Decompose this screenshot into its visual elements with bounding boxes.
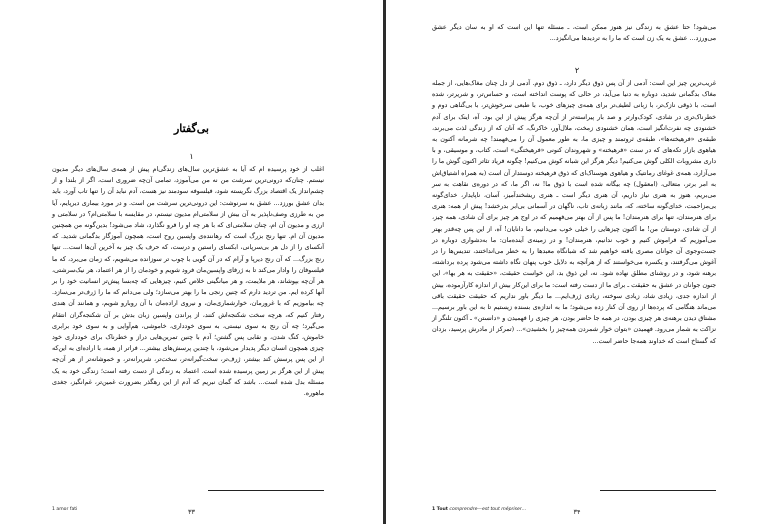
right-page: [386, 0, 768, 524]
chapter-title: بی‌گفتار: [173, 122, 209, 135]
footnote-rule: [208, 490, 324, 491]
footnote-rule: [600, 490, 716, 491]
section-number: ۱: [189, 152, 194, 161]
left-page: [0, 0, 383, 524]
page-number: ۳۴: [573, 508, 581, 516]
footnote: 1 amor fati: [52, 507, 78, 512]
left-body-text: اغلب از خود پرسیده ام که آیا به عشق‌ترین سال‌های زندگی‌ام پیش از همه‌ی سال‌های دیگر مدیون نیستم. چنان‌که درونی‌ترین سرشت من نه من می‌آموزد، تمامی آن‌چه ضروری است، اگر از بلندا و از چشم‌انداز یک اقتصاد بزرگ نگریسته شود، فیلسوفه سودمند نیز هست، آدم نباید آن را تنها تاب آورد، باید بدان عشق بورزد... عشق به سرنوشت: این درونی‌ترین سرشت من است. و در مورد بیماری دیرپایم، آیا من به طرزی وصف‌ناپذیر به آن بیش از سلامتی‌ام مدیون نیستم، در مقایسه با سلامتی‌ام؟ در سلامتی و ارزی و مدیون آن ام، چنان سلامتی‌ای که با هر چه او را فرو نگذارد، شاد می‌شود! بدین‌گونه من همچنین مدیون آن ام. تنها رنج بزرگ است که رهاننده‌ی واپسین روح است، همچون آموزگار بدگمانی شدید. که آنکسای را از دل هر بی‌سرپانی، ابکسای راستین و درست، که حرف یک چیز به آخرین آن‌ها است... تنها رنج بزرگ... که آن رنج دیرپا و آرام که در آن گویی با چوب تر سوزانده می‌شویم، که زمان می‌برد، که ما فیلسوفان را وادار می‌کند تا به ژرفای واپسین‌مان فرود شویم و خودمان را از هر اعتماد، هر نیک‌سرشتی، هر آن‌چه بپوشاند، هر ملایمت، و هر میانگینی خلاص کنیم، چیزهایی که چه‌بسا پیش‌تر انسانیت خود را بر آنها کرده ایم. من تردید دارم که چنین رنجی ما را بهتر می‌سازد؛ ولی می‌دانم که ما را ژرف‌تر می‌سازد. چه بیاموزیم که با غرورمان، خوارشماری‌مان، و نیروی اراده‌مان با آن روبارو شویم، و همانند آن هندی رفتار کنیم که، هرچه سخت شکنجه‌اش کنند، از پراندن واپسین زبان بدش بر آن شکنجه‌گران انتقام می‌گیرد؛ چه آن رنج به سوی نیستی، به سوی خودداری، خاموشی، هم‌آوایی و به سوی خود برابری خاموش، کنگ شدن، و نقابی پس گشتن؛ آدم با چنین تمرین‌هایی دراز و خطرناک برای خودداری خود چیزی همچون انسان دیگر پدیدار می‌شود، با چندین پرسش‌های بیشتر... فراتر از همه، با اراده‌ای به این‌که از این پس پرسش کند بیشتر، ژرف‌تر، سخت‌گیرانه‌تر، سخت‌تر، شریرانه‌تر، و خموشانه‌تر از هر آن‌چه پیش از این هرگز بر زمین پرسیده شده است. اعتماد به زندگی از دست رفته است؛ زندگی خود به یک مسئله بدل شده است... باشد که گمان نبریم که آدم از این رهگذر بضرورت غمین‌تر، غم‌انگیز، جغدی ماهوره.: [52, 166, 324, 398]
right-body-text: غریب‌ترین چیز این است: آدمی از آن پس ذوق دیگر دارد، ـ ذوق دوم. آدمی از دل چنان مغاک‌هایی، از جمله مغاک بدگمانی شدید، دوباره به دنیا می‌آید، در حالی که پوست انداخته است، و حساس‌تر، و شریرتر، شده است، با ذوقی نازک‌تر، با زبانی لطیف‌تر برای همه‌ی چیزهای خوب، با طبعی سرخوش‌تر، با بی‌گناهی دوم و خطرناک‌تری در شادی، کودک‌وارتر و صد بار پیراسته‌تر از آن‌چه هرگز پیش از این بود. آه، اینک برای آدم خشنودی چه نفرت‌انگیز است، همان خشنودی زمخت، ملال‌آور، خاکرنگ، که آنان که از زندگی لذت می‌برند، طبقه‌ی «فرهیخته‌ها»، طبقه‌ی ثروتمند و چیزی ما، به طور معمول آن را می‌فهمند! چه شرمانه آکنون به هیاهوی بازار تکه‌های که در سنت «فرهیخته» و شهروندان کنونی «فرهیختگی» است، کتاب، و موسیقی، و با داری مشروبات الکلی گوش می‌کنیم! دیگر هرگز این شبانه کوش می‌کنیم! چگونه فریاد تئاتر اکنون گوش ما را می‌آزارد، همه‌ی غوغای رمانتیک و هیاهوی هوسناک‌ای که ذوق فرهیخته دوستدار آن است (به همراه اشتیاق‌اش به امر برتر، متعالی، (امعقول) چه بیگانه شده است با ذوق ما! نه، اگر ما، که در دوره‌ی نقاهت به سر می‌بریم، هنوز به هنری نیاز داریم، آن هنری دیگر است ـ هنری ریشخندآمیز، آسان، ناپایدار، خدای‌گونه بی‌مزاحمت، خدای‌گونه ساخته، که، مانند زبانه‌ی تاب، ناگهان در آسمانی بی‌ابر بدرخشد! پیش از همه: هنری برای هنرمندان، تنها برای هنرمندان! ما پس از آن بهتر می‌فهمیم که در اوج هر چیز برای آن شادی، همه چیز، از آن شادی، دوستان من! ما آکنون چیزهایی را خیلی خوب می‌دانیم، ما دانایان! آه، از این پس چه‌قدر بهتر می‌آموزیم که فراموش کنیم و خوب ندانیم، هنرمندان! و در زمینه‌ی آینده‌مان: ما به‌دشواری دوباره در جست‌وجوی آن جوانان مصری یافته خواهیم شد که شبانگاه معبدها را به خطر می‌انداختند، تندیس‌ها را در آغوش می‌گرفتند، و یکسره می‌خواستند که از هرآنچه به دلایل خوب پنهان نگاه داشته می‌شود پرده برداشته، برهنه شود، و در روشنای مطلق نهاده شود. نه، این ذوق بد، این خواست حقیقت، «حقیقت به هر بها»، این جنون جوانان در عشق به حقیقت ـ برای ما از دست رفته است: ما برای این‌کار بیش از اندازه کارآزموده، بیش از اندازه جدی، زیادی شاد، زیادی سوخته، زیادی ژرف‌ایم... ما دیگر باور نداریم که حقیقت حقیقت باقی می‌ماند هنگامی که پرده‌ها از روی آن کنار زده می‌شود؛ ما به اندازه‌ی بسنده زیستیم تا به این باور برسیم... مشتاق دیدن برهنه‌ی هر چیزی بودن، در همه جا حاضر بودن، هر چیزی را فهمیدن و «دانستن» ـ آکنون تلنگر از نزاکت به شمار می‌رود. فهمیدن «بتوان خوار شمردن همه‌چیز را بخشیدن»... (تمرکز از مادرش پرسید، بزدان که گستاخ است که خداوند همه‌جا حاضر است...: [432, 80, 716, 345]
right-top-text: می‌شود! حتا عشق به زندگی نیز هنوز ممکن است، ـ مسئله تنها این است که او به سان دیگر عشق می‌ورزد... عشق به یک زن است که ما را به تردیدها می‌انگیزد...: [432, 24, 716, 43]
footnote-label: 1 Tout: [432, 507, 448, 512]
footnote-text: comprendre—est tout mépriser…: [449, 507, 527, 512]
page-number: ۳۳: [188, 508, 195, 516]
section-number: ۲: [574, 66, 580, 75]
